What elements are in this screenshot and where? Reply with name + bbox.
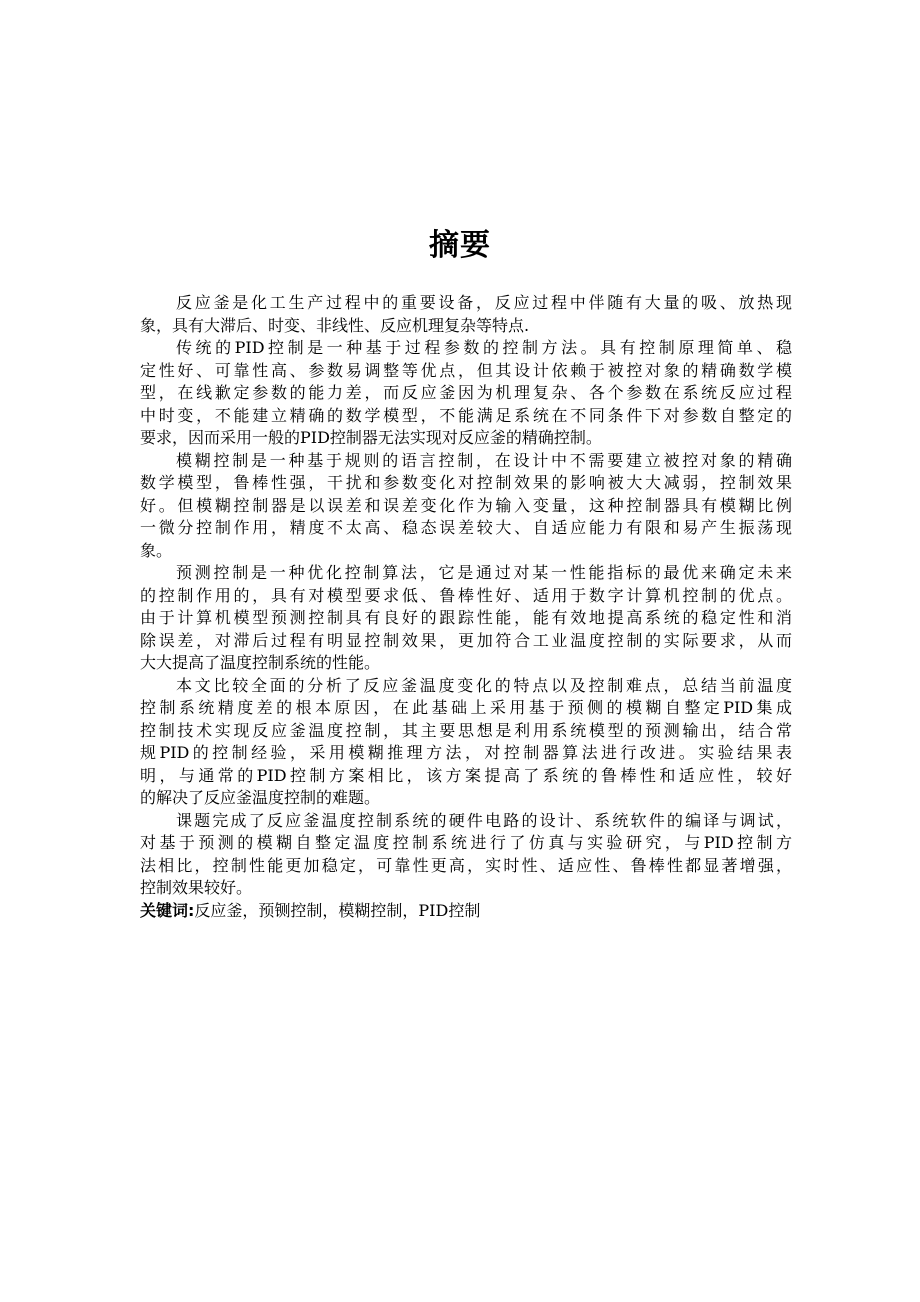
abstract-line: 除误差，对滞后过程有明显控制效果，更加符合工业温度控制的实际要求，从而 — [140, 630, 792, 650]
abstract-line: 要求，因而采用一般的PID控制器无法实现对反应釜的精确控制。 — [140, 428, 602, 447]
abstract-line: 明，与通常的PID控制方案相比，该方案提高了系统的鲁棒性和适应性，较好 — [140, 765, 792, 785]
page-title: 摘要 — [429, 228, 491, 263]
abstract-line: 本文比较全面的分析了反应釜温度变化的特点以及控制难点，总结当前温度 — [176, 675, 792, 695]
abstract-line: 模糊控制是一种基于规则的语言控制，在设计中不需要建立被控对象的精确 — [176, 450, 792, 470]
abstract-body — [140, 292, 792, 922]
abstract-line: 的解决了反应釜温度控制的难题。 — [140, 788, 381, 807]
abstract-line: 传统的PID控制是一种基于过程参数的控制方法。具有控制原理简单、稳 — [176, 338, 792, 357]
abstract-line: 控制效果较好。 — [140, 878, 253, 897]
abstract-line: 控制技术实现反应釜温度控制，其主要思想是利用系统模型的预测输出，结合常 — [140, 720, 792, 740]
keywords-line — [140, 900, 792, 923]
abstract-line: 预测控制是一种优化控制算法，它是通过对某一性能指标的最优来确定未来 — [176, 563, 792, 582]
keywords-label: 关键词: — [140, 900, 195, 920]
abstract-line: 象。 — [140, 540, 173, 560]
abstract-line: 的控制作用的，具有对模型要求低、鲁棒性好、适用于数字计算机控制的优点。 — [140, 585, 792, 605]
abstract-line: 由于计算机模型预测控制具有良好的跟踪性能，能有效地提高系统的稳定性和消 — [140, 608, 792, 627]
abstract-line: 一微分控制作用，精度不太高、稳态误差较大、自适应能力有限和易产生振荡现 — [140, 518, 792, 537]
abstract-line: 规PID的控制经验，采用模糊推理方法，对控制器算法进行改进。实验结果表 — [140, 743, 792, 762]
keywords-text: 反应釜，预铡控制，模糊控制，PID控制 — [194, 900, 481, 920]
abstract-line: 好。但模糊控制器是以误差和误差变化作为输入变量，这种控制器具有模糊比例 — [140, 495, 792, 515]
abstract-line: 法相比，控制性能更加稳定，可靠性更高，实时性、适应性、鲁棒性都显著增强， — [140, 855, 792, 875]
abstract-line: 型，在线歉定参数的能力差，而反应釜因为机理复杂、各个参数在系统反应过程 — [140, 383, 792, 402]
abstract-line: 对基于预测的模糊自整定温度控制系统进行了仿真与实验研究，与PID控制方 — [140, 833, 792, 852]
abstract-line: 定性好、可靠性高、参数易调整等优点，但其设计依赖于被控对象的精确数学模 — [140, 360, 792, 380]
abstract-line: 中时变，不能建立精确的数学模型，不能满足系统在不同条件下对参数自整定的 — [140, 405, 792, 425]
abstract-line: 数学模型，鲁棒性强，干扰和参数变化对控制效果的影响被大大减弱，控制效果 — [140, 473, 792, 492]
abstract-line: 大大提高了温度控制系统的性能。 — [140, 653, 381, 672]
abstract-line: 反应釜是化工生产过程中的重要设备，反应过程中伴随有大量的吸、放热现 — [176, 293, 792, 312]
abstract-line: 控制系统精度差的根本原因，在此基础上采用基于预侧的模糊自整定PID集成 — [140, 698, 792, 717]
abstract-line: 象，具有大滞后、时变、非线性、反应机理复杂等特点. — [140, 315, 530, 335]
abstract-line: 课题完成了反应釜温度控制系统的硬件电路的设计、系统软件的编译与调试， — [176, 810, 792, 830]
